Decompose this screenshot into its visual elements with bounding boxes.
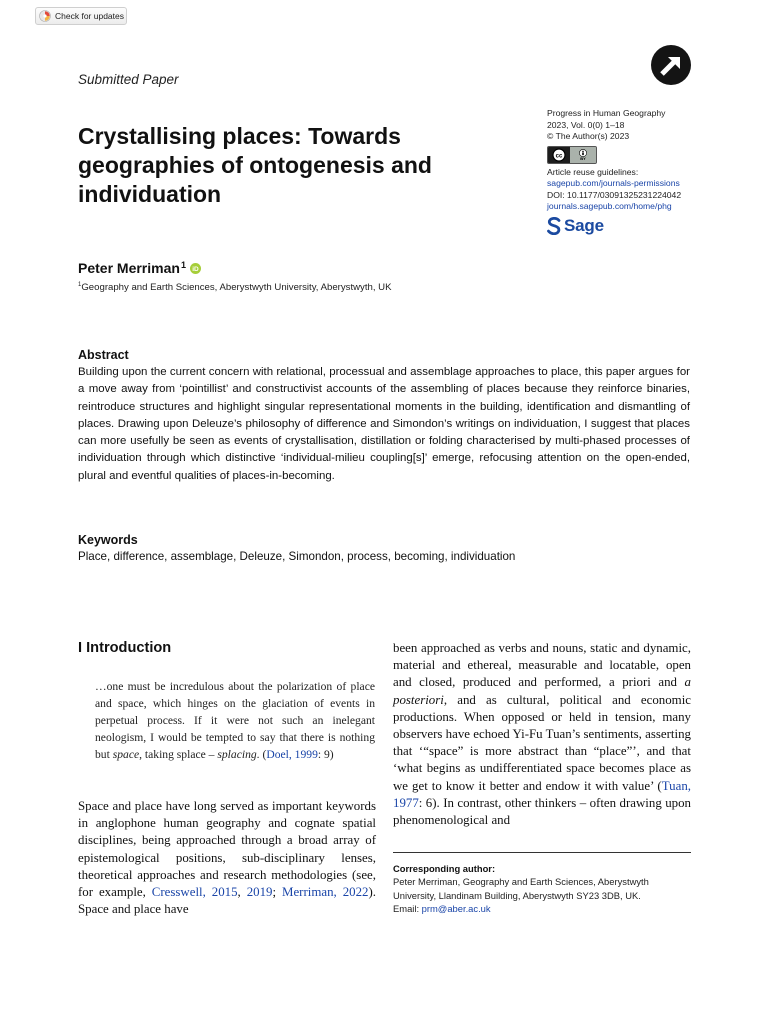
- sage-logo: [547, 217, 747, 235]
- quote-emphasis: space: [112, 748, 140, 762]
- quote-text: …one must be incredulous about the polarization of place and space, which hinges on the glaciation of events in perpetual process. If it were not such an inelegant neologism, I would be tempted to say that there is nothing but: [95, 680, 375, 762]
- author-line: [78, 260, 201, 276]
- body-text: been approached as verbs and nouns, static and dynamic, material and ethereal, measurable and locatable, open and closed, produced and performed, a priori and: [393, 641, 691, 690]
- body-paragraph-left: [78, 798, 376, 918]
- abstract-text: Building upon the current concern with relational, processual and assemblage approaches to place, this paper argues for a move away from ‘pointillist’ and constructivist accounts of the assembling of places because they reinforce binaries, reintroduce structures and highlight singular representational moments in the building, identification and dismantling of places. Drawing upon Deleuze’s philosophy of difference and Simondon’s writings on individuation, I suggest that places can more usefully be seen as events of crystallisation, distillation or folding characterised by multi-phased processes of individuation through which distinctive ‘individual-milieu coupling[s]’ emerge, refocusing attention on the open-ended, plural and eventful qualities of places-in-becoming.: [78, 366, 690, 482]
- author-affiliation: [78, 282, 392, 293]
- journal-name: Progress in Human Geography: [547, 108, 666, 118]
- cc-by-license-badge[interactable]: [547, 146, 597, 164]
- footnote-divider: [393, 852, 691, 853]
- section-heading-introduction: I Introduction: [78, 640, 172, 656]
- corresponding-author-address: Peter Merriman, Geography and Earth Sciences, Aberystwyth University, Llandinam Building, Aberystwyth SY23 3DB, UK.: [393, 876, 649, 901]
- cc-by-label: BY: [580, 155, 586, 161]
- body-text: ,: [237, 885, 247, 900]
- citation-link-tuan-1977[interactable]: Tuan, 1977: [393, 778, 691, 810]
- reuse-label: Article reuse guidelines:: [547, 166, 639, 177]
- email-link[interactable]: prm@aber.ac.uk: [421, 902, 491, 914]
- quote-text: , taking splace –: [139, 748, 218, 762]
- citation-link-cresswell-2015[interactable]: Cresswell, 2015: [151, 885, 238, 900]
- journal-meta: [547, 108, 747, 235]
- keywords-heading: Keywords: [78, 533, 138, 547]
- svg-text:iD: iD: [192, 266, 199, 273]
- body-paragraph-right: [393, 640, 691, 829]
- journal-volume: 2023, Vol. 0(0) 1–18: [547, 119, 625, 130]
- citation-link-doel[interactable]: Doel, 1999: [266, 748, 318, 762]
- affiliation-text: Geography and Earth Sciences, Aberystwyth University, Aberystwyth, UK: [81, 282, 392, 294]
- journal-home-link[interactable]: journals.sagepub.com/home/phg: [547, 201, 672, 211]
- article-title: Crystallising places: Towards geographies of ontogenesis and individuation: [78, 123, 432, 207]
- check-for-updates-button[interactable]: [35, 7, 127, 25]
- orcid-icon[interactable]: [190, 263, 201, 274]
- cc-icon: [548, 147, 570, 163]
- article-type-label: Submitted Paper: [78, 72, 179, 87]
- open-access-arrow-icon: [650, 44, 692, 86]
- affiliation-marker: 1: [78, 282, 82, 288]
- citation-link-cresswell-2019[interactable]: 2019: [246, 885, 273, 900]
- corresponding-author-block: [393, 862, 693, 915]
- check-for-updates-label: Check for updates: [55, 11, 124, 21]
- email-label: Email:: [393, 902, 422, 914]
- body-text: ). Space and place have: [78, 885, 376, 917]
- body-text: Space and place have long served as important keywords in anglophone human geography and cognate spatial disciplines, being approached through a broad array of epistemological positions, sub-disciplinary lenses, theoretical approaches and research methodologies (see, for example,: [78, 799, 376, 900]
- sage-s-icon: [547, 217, 561, 235]
- body-emphasis: a posteriori: [393, 675, 691, 707]
- reuse-link[interactable]: sagepub.com/journals-permissions: [547, 178, 680, 188]
- corresponding-author-heading: Corresponding author:: [393, 863, 496, 874]
- abstract-heading: Abstract: [78, 348, 129, 362]
- body-text: : 6). In contrast, other thinkers – often drawing upon phenomenological and: [393, 795, 691, 828]
- quote-text: . (: [256, 748, 267, 762]
- citation-link-merriman-2022[interactable]: Merriman, 2022: [282, 885, 369, 900]
- sage-wordmark: Sage: [564, 215, 604, 235]
- body-text: , and as cultural, political and economic productions. When opposed or held in tension, many observers have echoed Yi-Fu Tuan’s sentiments, asserting that ‘“space” is more abstract than “place”’, and that ‘what begins as undifferentiated space becomes place as we get to know it better and endow it with value’ (: [393, 692, 691, 793]
- doi-line[interactable]: DOI: 10.1177/03091325231224042: [547, 189, 682, 200]
- check-for-updates-icon: [39, 10, 51, 22]
- quote-emphasis: splacing: [217, 748, 257, 762]
- quote-text: : 9): [317, 748, 334, 762]
- epigraph-quote: [95, 678, 375, 763]
- svg-text:cc: cc: [555, 152, 563, 159]
- author-affiliation-marker: 1: [180, 260, 186, 270]
- body-text: ;: [272, 885, 282, 900]
- copyright-line: © The Author(s) 2023: [547, 131, 630, 141]
- author-name[interactable]: Peter Merriman: [78, 260, 180, 276]
- keywords-text: Place, difference, assemblage, Deleuze, Simondon, process, becoming, individuation: [78, 550, 516, 563]
